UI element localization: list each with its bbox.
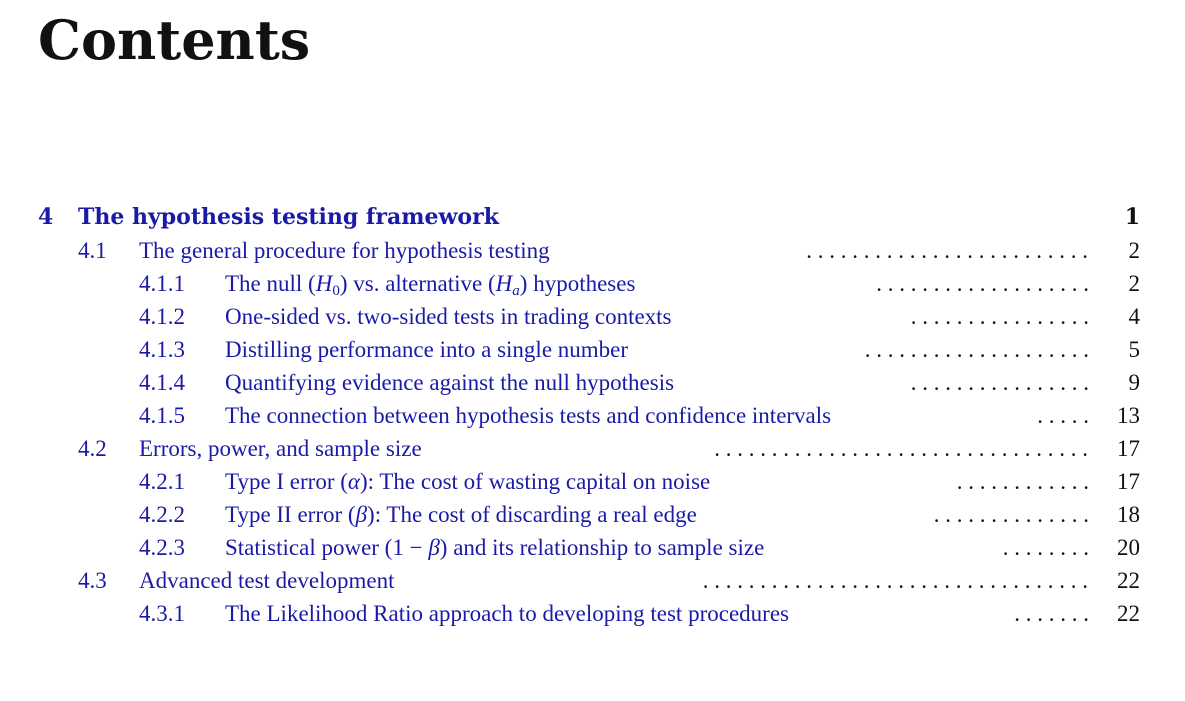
toc-entry-page[interactable]: 9 bbox=[1128, 370, 1140, 395]
toc-entry-title[interactable]: Type I error (α): The cost of wasting capital on noise bbox=[225, 469, 711, 494]
toc-leader-dots: . . . . . . . . . . . . . . . . bbox=[910, 304, 1089, 329]
toc-leader-dots: . . . . . . . . bbox=[1002, 535, 1089, 560]
toc-entry-section-4-2[interactable] bbox=[78, 432, 1140, 465]
toc-leader-dots: . . . . . . . . . . . . . . . . . . . . . . . . . bbox=[806, 238, 1088, 263]
toc-entry-page[interactable]: 4 bbox=[1128, 304, 1140, 329]
toc-entry-page[interactable]: 22 bbox=[1117, 601, 1140, 626]
toc-entry-title[interactable]: Type II error (β): The cost of discarding a real edge bbox=[225, 502, 697, 527]
toc-entry-subsection-4-2-3[interactable] bbox=[139, 531, 1140, 564]
toc-entry-page[interactable]: 2 bbox=[1128, 238, 1140, 263]
toc-entry-page[interactable]: 13 bbox=[1117, 403, 1140, 428]
page-title: Contents bbox=[38, 8, 311, 72]
toc-entry-title[interactable]: The Likelihood Ratio approach to developing test procedures bbox=[225, 601, 789, 626]
toc-entry-page[interactable]: 20 bbox=[1117, 535, 1140, 560]
toc-entry-subsection-4-1-4[interactable] bbox=[139, 366, 1140, 399]
toc-entry-number: 4.2.2 bbox=[139, 502, 185, 527]
toc-entry-subsection-4-1-2[interactable] bbox=[139, 300, 1140, 333]
toc-leader-dots: . . . . . bbox=[1037, 403, 1089, 428]
toc-entry-page[interactable]: 18 bbox=[1117, 502, 1140, 527]
toc-entry-title[interactable]: The connection between hypothesis tests and confidence intervals bbox=[225, 403, 832, 428]
toc-entry-page[interactable]: 17 bbox=[1117, 469, 1140, 494]
toc-entry-title[interactable]: The hypothesis testing framework bbox=[78, 204, 499, 230]
toc-entry-number: 4.1.4 bbox=[139, 370, 185, 395]
toc-entry-title[interactable]: Errors, power, and sample size bbox=[139, 436, 422, 461]
toc-entry-number: 4.1 bbox=[78, 238, 107, 263]
toc-entry-subsection-4-3-1[interactable] bbox=[139, 597, 1140, 630]
toc-leader-dots: . . . . . . . bbox=[1014, 601, 1089, 626]
toc-entry-number: 4.2 bbox=[78, 436, 107, 461]
toc-entry-page[interactable]: 5 bbox=[1128, 337, 1140, 362]
toc-entry-subsection-4-2-1[interactable] bbox=[139, 465, 1140, 498]
toc-leader-dots: . . . . . . . . . . . . . . bbox=[933, 502, 1089, 527]
toc-entry-title[interactable]: Quantifying evidence against the null hypothesis bbox=[225, 370, 675, 395]
toc-entry-number: 4.1.2 bbox=[139, 304, 185, 329]
toc-entry-section-4-1[interactable] bbox=[78, 234, 1140, 267]
toc-entry-number: 4.3.1 bbox=[139, 601, 185, 626]
toc-leader-dots: . . . . . . . . . . . . bbox=[956, 469, 1089, 494]
toc-leader-dots: . . . . . . . . . . . . . . . . . . . . bbox=[864, 337, 1089, 362]
toc-entry-number: 4.3 bbox=[78, 568, 107, 593]
toc-entry-number: 4 bbox=[38, 204, 54, 230]
toc-leader-dots: . . . . . . . . . . . . . . . . . . . . . . . . . . . . . . . . . bbox=[714, 436, 1088, 461]
toc-leader-dots: . . . . . . . . . . . . . . . . . . . . . . . . . . . . . . . . . . bbox=[702, 568, 1088, 593]
toc-entry-title[interactable]: Distilling performance into a single number bbox=[225, 337, 629, 362]
toc-leader-dots: . . . . . . . . . . . . . . . . . . . bbox=[876, 271, 1089, 296]
toc-entry-title[interactable]: The general procedure for hypothesis testing bbox=[139, 238, 550, 263]
toc-entry-page[interactable]: 2 bbox=[1128, 271, 1140, 296]
toc-entry-title[interactable]: Statistical power (1 − β) and its relationship to sample size bbox=[225, 535, 765, 560]
toc-entry-page[interactable]: 1 bbox=[1124, 204, 1140, 230]
toc-entry-subsection-4-1-1[interactable] bbox=[139, 267, 1140, 300]
toc-entry-number: 4.2.3 bbox=[139, 535, 185, 560]
toc-entry-section-4-3[interactable] bbox=[78, 564, 1140, 597]
toc-entry-chapter-4[interactable] bbox=[38, 201, 1140, 234]
toc-entry-number: 4.2.1 bbox=[139, 469, 185, 494]
toc-entry-subsection-4-1-5[interactable] bbox=[139, 399, 1140, 432]
toc-entry-title[interactable]: One-sided vs. two-sided tests in trading contexts bbox=[225, 304, 672, 329]
toc-entry-title[interactable]: The null $(H_0)$ vs. alternative $(H_a)$ hypotheses bbox=[225, 271, 636, 299]
toc-entry-number: 4.1.5 bbox=[139, 403, 185, 428]
toc-entry-subsection-4-1-3[interactable] bbox=[139, 333, 1140, 366]
toc-entry-number: 4.1.1 bbox=[139, 271, 185, 296]
toc-entry-page[interactable]: 22 bbox=[1117, 568, 1140, 593]
toc-entry-page[interactable]: 17 bbox=[1117, 436, 1140, 461]
toc-entry-subsection-4-2-2[interactable] bbox=[139, 498, 1140, 531]
toc-entry-title[interactable]: Advanced test development bbox=[139, 568, 395, 593]
toc-leader-dots: . . . . . . . . . . . . . . . . bbox=[910, 370, 1089, 395]
toc-entry-number: 4.1.3 bbox=[139, 337, 185, 362]
